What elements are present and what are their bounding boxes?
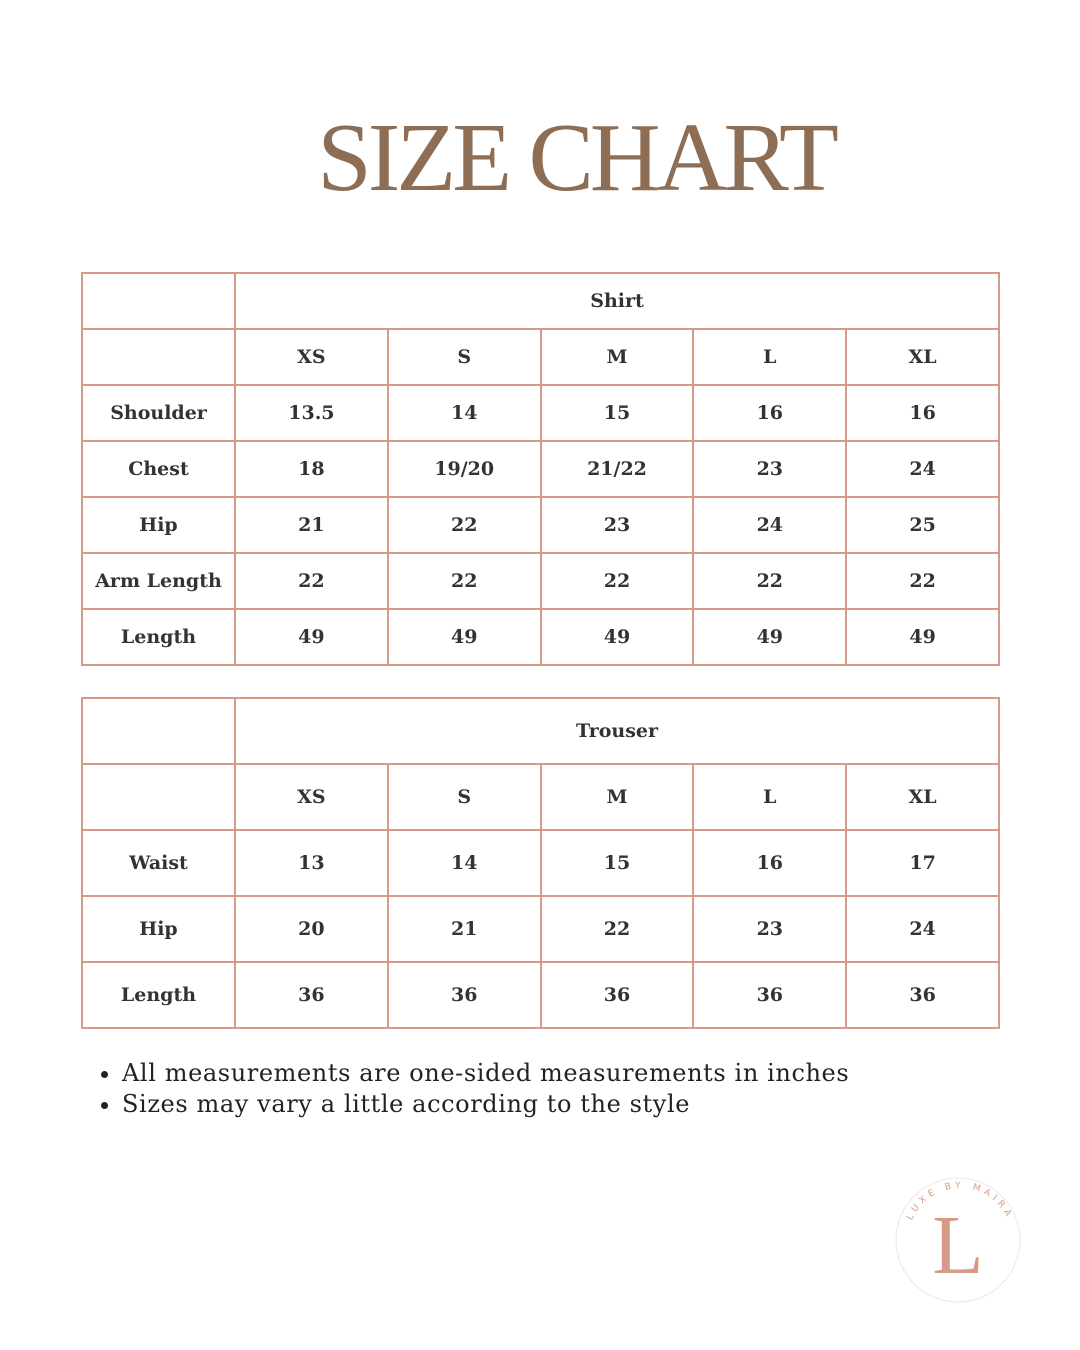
table-cell: 36 xyxy=(541,962,694,1028)
table-cell: 24 xyxy=(846,896,999,962)
logo-ring-text: LUXE BY MAIRA xyxy=(905,1180,1015,1222)
table-cell: 14 xyxy=(388,385,541,441)
row-label: Length xyxy=(82,609,235,665)
table-cell: 18 xyxy=(235,441,388,497)
size-header-cell: M xyxy=(541,329,694,385)
row-label: Arm Length xyxy=(82,553,235,609)
table-cell: 15 xyxy=(541,830,694,896)
table-cell: 14 xyxy=(388,830,541,896)
brand-logo-mark xyxy=(888,1168,1028,1308)
table-cell: 16 xyxy=(846,385,999,441)
shirt-size-table xyxy=(81,272,1000,666)
table-row xyxy=(82,553,999,609)
table-header-row xyxy=(82,698,999,764)
table-cell: 16 xyxy=(693,830,846,896)
table-cell: 20 xyxy=(235,896,388,962)
table-cell: 36 xyxy=(235,962,388,1028)
table-cell: 21/22 xyxy=(541,441,694,497)
table-cell: 13 xyxy=(235,830,388,896)
table-cell: 49 xyxy=(235,609,388,665)
table-cell: 22 xyxy=(693,553,846,609)
table-cell: 15 xyxy=(541,385,694,441)
size-header-cell: L xyxy=(693,329,846,385)
table-cell: 22 xyxy=(235,553,388,609)
table-cell: 22 xyxy=(388,497,541,553)
table-cell: 21 xyxy=(235,497,388,553)
table-cell: 23 xyxy=(693,896,846,962)
table-cell: 49 xyxy=(388,609,541,665)
size-header-cell: XL xyxy=(846,764,999,830)
table-cell: 36 xyxy=(693,962,846,1028)
table-cell: 36 xyxy=(846,962,999,1028)
size-header-row xyxy=(82,329,999,385)
table-cell: 13.5 xyxy=(235,385,388,441)
table-cell: 22 xyxy=(388,553,541,609)
measurement-notes xyxy=(95,1058,849,1120)
page-title: SIZE CHART xyxy=(317,104,835,212)
note-item: • Sizes may vary a little according to the style xyxy=(122,1089,849,1120)
table-cell: 17 xyxy=(846,830,999,896)
table-cell: 49 xyxy=(846,609,999,665)
table-row xyxy=(82,830,999,896)
table-header-row xyxy=(82,273,999,329)
size-header-cell: XS xyxy=(235,329,388,385)
table-cell: 19/20 xyxy=(388,441,541,497)
table-cell: 49 xyxy=(693,609,846,665)
table-cell: 36 xyxy=(388,962,541,1028)
table-row xyxy=(82,609,999,665)
table-cell: 49 xyxy=(541,609,694,665)
trouser-size-table xyxy=(81,697,1000,1029)
size-header-cell: M xyxy=(541,764,694,830)
empty-corner-cell xyxy=(82,273,235,329)
size-header-cell: S xyxy=(388,764,541,830)
note-item: • All measurements are one-sided measurements in inches xyxy=(122,1058,849,1089)
table-row xyxy=(82,385,999,441)
shirt-heading: Shirt xyxy=(235,273,999,329)
table-cell: 23 xyxy=(693,441,846,497)
empty-corner-cell xyxy=(82,698,235,764)
logo-letter: L xyxy=(932,1199,984,1292)
row-label: Shoulder xyxy=(82,385,235,441)
size-header-row xyxy=(82,764,999,830)
empty-corner-cell xyxy=(82,329,235,385)
table-cell: 24 xyxy=(846,441,999,497)
table-cell: 24 xyxy=(693,497,846,553)
size-header-cell: XS xyxy=(235,764,388,830)
empty-corner-cell xyxy=(82,764,235,830)
table-cell: 16 xyxy=(693,385,846,441)
table-cell: 21 xyxy=(388,896,541,962)
table-row xyxy=(82,896,999,962)
table-cell: 23 xyxy=(541,497,694,553)
size-header-cell: XL xyxy=(846,329,999,385)
row-label: Chest xyxy=(82,441,235,497)
trouser-heading: Trouser xyxy=(235,698,999,764)
size-header-cell: S xyxy=(388,329,541,385)
table-cell: 22 xyxy=(846,553,999,609)
row-label: Hip xyxy=(82,896,235,962)
table-cell: 22 xyxy=(541,553,694,609)
table-row xyxy=(82,497,999,553)
table-cell: 25 xyxy=(846,497,999,553)
table-row xyxy=(82,441,999,497)
brand-logo xyxy=(888,1168,1028,1308)
size-header-cell: L xyxy=(693,764,846,830)
row-label: Length xyxy=(82,962,235,1028)
table-cell: 22 xyxy=(541,896,694,962)
row-label: Hip xyxy=(82,497,235,553)
row-label: Waist xyxy=(82,830,235,896)
table-row xyxy=(82,962,999,1028)
